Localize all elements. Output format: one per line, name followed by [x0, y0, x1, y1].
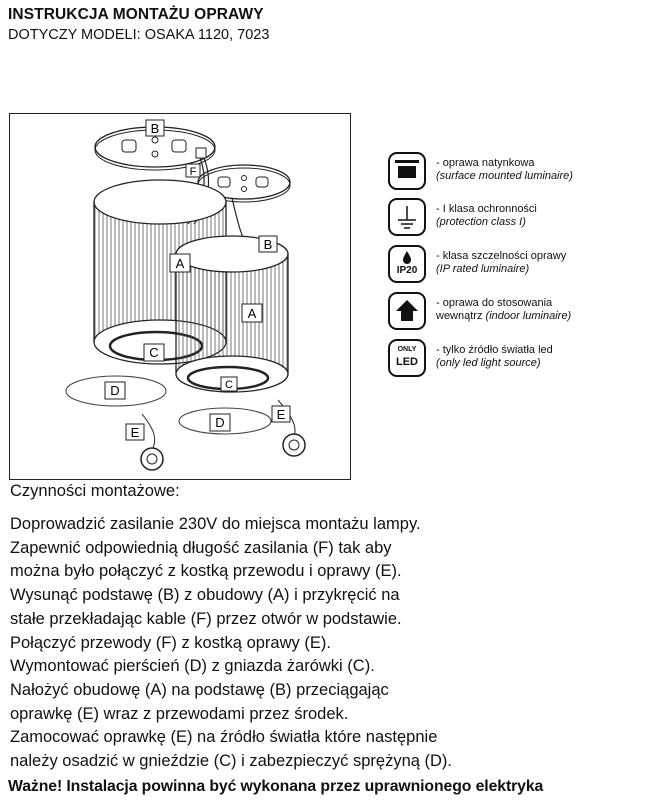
- legend-only-led: [388, 339, 638, 379]
- legend-text-pl: - oprawa do stosowania: [436, 297, 553, 309]
- housing-small: [176, 236, 288, 392]
- label-d1: D: [110, 383, 120, 398]
- legend-text-en: (surface mounted luminaire): [436, 170, 573, 182]
- ip20-label: IP20: [396, 265, 418, 276]
- label-a2: A: [247, 306, 257, 321]
- indoor-house-icon: [388, 292, 426, 330]
- legend-text-pl: - klasa szczelności oprawy: [436, 250, 567, 262]
- legend-text-pl2: wewnątrz: [436, 310, 483, 322]
- page-title: INSTRUKCJA MONTAŻU OPRAWY: [8, 6, 264, 23]
- instruction-line: Nałożyć obudowę (A) na podstawę (B) przeciągając: [10, 680, 389, 699]
- legend-text-pl: - oprawa natynkowa: [436, 157, 535, 169]
- instruction-line: należy osadzić w gnieździe (C) i zabezpieczyć sprężyną (D).: [10, 752, 453, 771]
- assembly-drawing: [10, 114, 350, 479]
- label-f: F: [189, 166, 197, 178]
- label-e2: E: [276, 407, 286, 422]
- legend-text-pl: - tylko źródło światła led: [436, 344, 553, 356]
- socket-left: [141, 414, 163, 470]
- legend-surface-mounted: [388, 152, 638, 192]
- label-a1: A: [175, 256, 185, 271]
- label-e1: E: [130, 425, 140, 440]
- instruction-line: Zamocować oprawkę (E) na źródło światła które następnie: [10, 728, 438, 747]
- instruction-line: Zapewnić odpowiednią długość zasilania (F) tak aby: [10, 538, 392, 557]
- model-subtitle: DOTYCZY MODELI: OSAKA 1120, 7023: [8, 27, 270, 43]
- legend-text-en: (IP rated luminaire): [436, 263, 530, 275]
- ground-icon: [388, 198, 426, 236]
- legend-text-en: (only led light source): [436, 357, 541, 369]
- warning-note: Ważne! Instalacja powinna być wykonana przez uprawnionego elektryka: [8, 778, 544, 795]
- instruction-line: stałe przekładając kable (F) przez otwór w podstawie.: [10, 609, 402, 628]
- instruction-line: Wymontować pierścień (D) z gniazda żarówki (C).: [10, 657, 375, 676]
- label-c2: C: [225, 379, 233, 391]
- instruction-line: Doprowadzić zasilanie 230V do miejsca montażu lampy.: [10, 515, 421, 533]
- label-d2: D: [215, 415, 225, 430]
- surface-mounted-icon: [388, 152, 426, 190]
- legend-text-en: (protection class I): [436, 216, 526, 228]
- steps-heading: Czynności montażowe:: [10, 482, 180, 500]
- legend-ip-rating: [388, 245, 638, 285]
- led-label: LED: [396, 356, 418, 368]
- only-led-icon: [388, 339, 426, 377]
- legend-indoor: [388, 292, 638, 332]
- instruction-line: oprawkę (E) wraz z przewodami przez środek.: [10, 704, 349, 723]
- only-label: ONLY: [397, 346, 417, 353]
- assembly-diagram: [9, 113, 351, 480]
- instruction-steps: [10, 513, 452, 774]
- instruction-line: Połączyć przewody (F) z kostką oprawy (E).: [10, 633, 331, 652]
- instruction-line: Wysunąć podstawę (B) z obudowy (A) i przykręcić na: [10, 586, 400, 605]
- legend-text-en: (indoor luminaire): [485, 310, 572, 322]
- legend-protection-class: [388, 198, 638, 238]
- legend-text-pl: - I klasa ochronności: [436, 203, 537, 215]
- ip20-icon: [388, 245, 426, 283]
- instruction-line: można było połączyć z kostką przewodu i oprawy (E).: [10, 562, 402, 581]
- label-c1: C: [149, 345, 159, 360]
- label-b2: B: [263, 237, 273, 252]
- label-b1: B: [150, 121, 160, 136]
